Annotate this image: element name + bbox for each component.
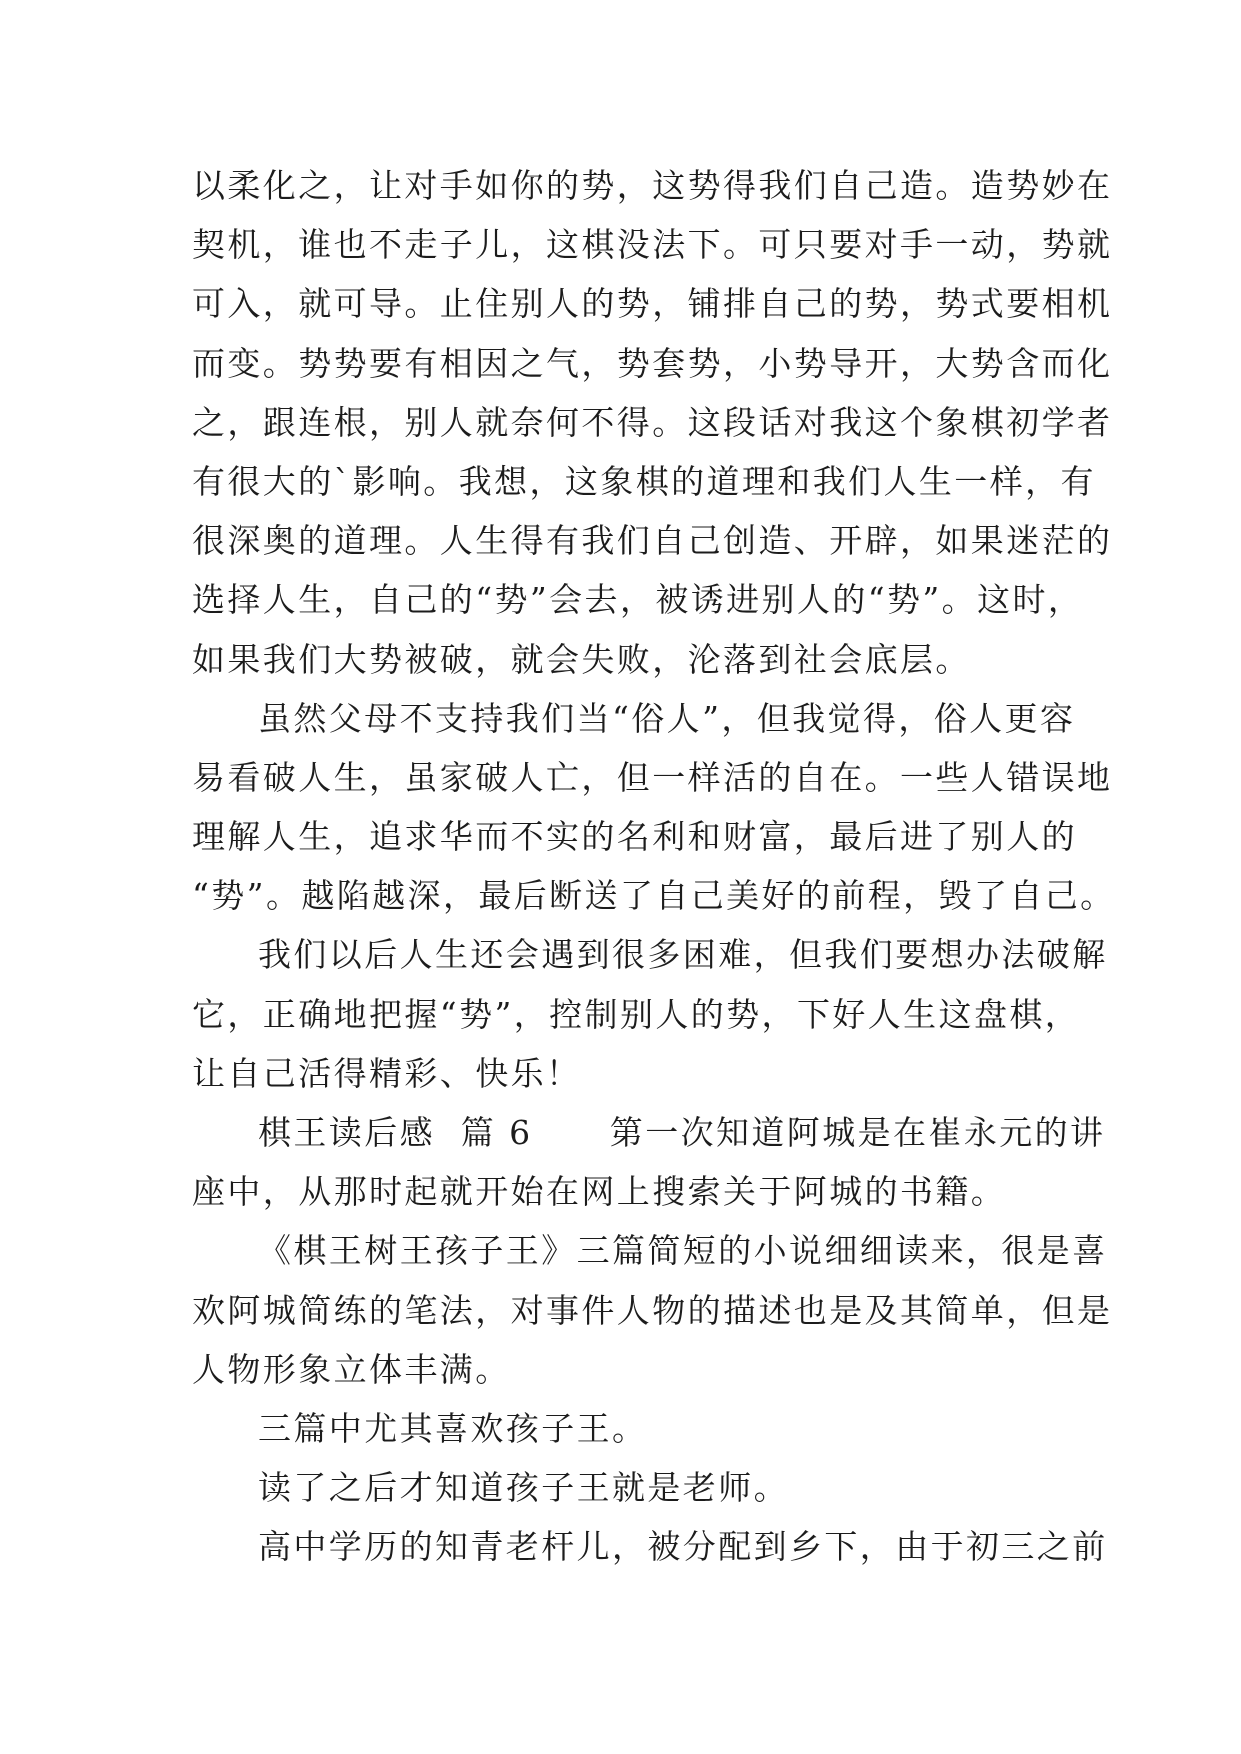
text-line: 契机，谁也不走子儿，这棋没法下。可只要对手一动，势就 xyxy=(192,225,1113,265)
text-line: 让自己活得精彩、快乐！ xyxy=(192,1053,582,1093)
text-line: 以柔化之，让对手如你的势，这势得我们自己造。造势妙在 xyxy=(192,166,1113,205)
text-line: “势”。越陷越深，最后断送了自己美好的前程，毁了自己。 xyxy=(192,876,1116,916)
paragraph-start-line: 我们以后人生还会遇到很多困难，但我们要想办法破解 xyxy=(258,935,1108,975)
text-line: 理解人生，追求华而不实的名利和财富，最后进了别人的 xyxy=(192,817,1077,857)
text-line: 如果我们大势被破，就会失败，沦落到社会底层。 xyxy=(192,639,971,679)
text-line: 易看破人生，虽家破人亡，但一样活的自在。一些人错误地 xyxy=(192,757,1113,797)
text-line: 选择人生，自己的“势”会去，被诱进别人的“势”。这时， xyxy=(192,580,1084,620)
text-line: 它，正确地把握“势”，控制别人的势，下好人生这盘棋， xyxy=(192,994,1081,1034)
paragraph-start-line: 三篇中尤其喜欢孩子王。 xyxy=(258,1408,648,1448)
text-line: 人物形象立体丰满。 xyxy=(192,1349,511,1389)
paragraph-start-line: 读了之后才知道孩子王就是老师。 xyxy=(258,1468,789,1508)
text-line: 而变。势势要有相因之气，势套势，小势导开，大势含而化 xyxy=(192,343,1113,383)
body-text xyxy=(192,156,1116,1577)
text-line: 有很大的`影响。我想，这象棋的道理和我们人生一样，有 xyxy=(192,461,1096,501)
paragraph-start-line: 虽然父母不支持我们当“俗人”，但我觉得，俗人更容 xyxy=(258,698,1076,738)
text-line: 很深奥的道理。人生得有我们自己创造、开辟，如果迷茫的 xyxy=(192,521,1113,561)
paragraph-start-line: 高中学历的知青老杆儿，被分配到乡下，由于初三之前 xyxy=(258,1527,1108,1567)
text-line: 欢阿城简练的笔法，对事件人物的描述也是及其简单，但是 xyxy=(192,1290,1113,1330)
text-line: 之，跟连根，别人就奈何不得。这段话对我这个象棋初学者 xyxy=(192,402,1113,442)
text-line: 座中，从那时起就开始在网上搜索关于阿城的书籍。 xyxy=(192,1172,1007,1212)
text-line: 可入，就可导。止住别人的势，铺排自己的势，势式要相机 xyxy=(192,284,1113,324)
section-heading-line: 棋王读后感 篇 6 第一次知道阿城是在崔永元的讲 xyxy=(258,1113,1106,1152)
paragraph-start-line: 《棋王树王孩子王》三篇简短的小说细细读来，很是喜 xyxy=(258,1231,1108,1271)
